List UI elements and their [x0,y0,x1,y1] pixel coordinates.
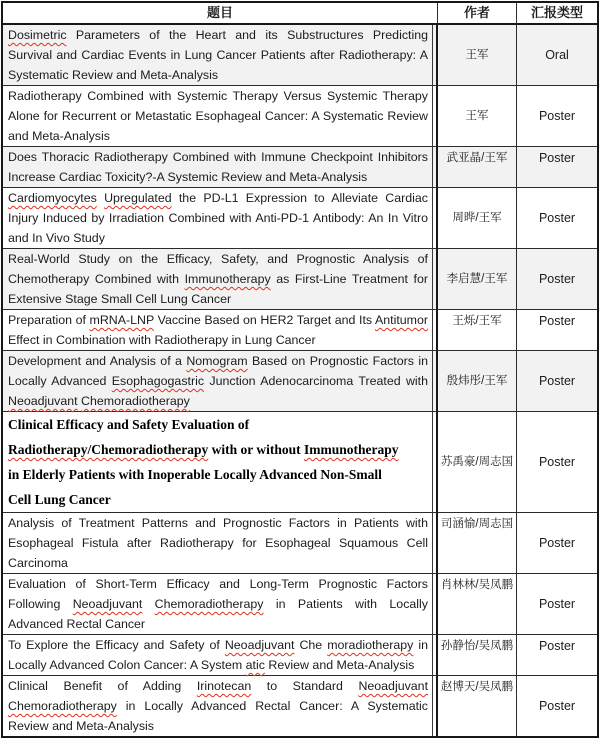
title-cell [3,249,433,310]
title-text: Clinical Benefit of Adding [8,679,197,693]
author-cell: 赵博天/吴凤鹏 [438,676,517,736]
spell-error-text: Cardiomyocytes [8,191,97,205]
title-text: Clinical Efficacy and Safety Evaluation of [8,417,250,432]
table-row [3,351,597,412]
title-cell [3,86,433,147]
spell-error-text: Immunotherapy [184,272,271,286]
header-cell-title: 题目 [3,3,438,25]
author-cell: 李启慧/王军 [438,249,517,310]
presentation-type-cell: Poster [517,513,597,574]
presentation-type-cell: Oral [517,25,597,86]
title-text: Development and Analysis of a [8,354,187,368]
title-text: Does Thoracic Radiotherapy Combined with Immune Checkpoint Inhibitors Increase Cardiac Toxicity?-A Systemic Review and Meta-Analysis [8,150,428,184]
presentation-type-cell: Poster [517,635,597,676]
title-text: to Standard [251,679,359,693]
author-cell: 孙静怡/吴凤鹏 [438,635,517,676]
spell-error-text: Antitumor [374,313,428,327]
header-row [3,3,597,25]
title-text: Review and Meta-Analysis [264,658,415,672]
spell-error-text: Neoadjuvant [72,597,143,611]
presentation-type-cell: Poster [517,574,597,635]
author-cell: 周晔/王军 [438,188,517,249]
author-cell: 殷炜彤/王军 [438,351,517,412]
title-text: in Locally Advanced Rectal Cancer: A Systematic Review and Meta-Analysis [8,699,428,733]
spell-error-text: Upregulated [104,191,172,205]
spell-error-text: Chemoradiotherapy [81,394,190,408]
table-body [3,25,597,736]
table-row [3,86,597,147]
title-text: Junction Adenocarcinoma Treated with [204,374,428,388]
table-row [3,249,597,310]
title-cell [3,513,433,574]
author-cell: 苏禹豪/周志国 [438,412,517,513]
title-text: Based on Prognostic Factors in Locally Advanced [8,354,428,388]
title-text: as First-Line Treatment for Extensive Stage Small Cell Lung Cancer [8,272,428,306]
title-text: Radiotherapy Combined with Systemic Therapy Versus Systemic Therapy Alone for Recurrent or Metastatic Esophageal Cancer: A Systematic Review and Meta-Analysis [8,89,428,143]
title-text: in Elderly Patients with Inoperable Locally Advanced Non-Small [8,467,382,482]
spell-error-text: Neoadjuvant [8,394,78,408]
spell-error-text: Neoadjuvant [224,638,295,652]
spell-error-text: Radiotherapy/Chemoradiotherapy [8,442,209,457]
table-row [3,310,597,351]
title-cell [3,188,433,249]
presentation-type-cell: Poster [517,86,597,147]
title-text: the PD-L1 Expression to Alleviate Cardiac Injury Induced by Irradiation Combined with Anti-PD-1 Antibody: An In Vitro and In Vivo Study [8,191,428,245]
spell-error-text: moradiotherapy [327,638,414,652]
table-row [3,635,597,676]
author-cell: 司涵愉/周志国 [438,513,517,574]
spell-error-text: atic [245,658,265,672]
table-row [3,25,597,86]
author-cell: 肖林林/吴凤鹏 [438,574,517,635]
title-cell [3,635,433,676]
presentation-type-cell: Poster [517,188,597,249]
title-cell [3,147,433,188]
table-row [3,412,597,513]
title-cell [3,351,433,412]
header-cell-type: 汇报类型 [517,3,597,25]
title-cell [3,25,433,86]
title-text: Effect in Combination with Radiotherapy in Lung Cancer [8,333,316,347]
author-cell: 武亚晶/王军 [438,147,517,188]
author-cell: 王军 [438,25,517,86]
table-row [3,513,597,574]
title-cell [3,574,433,635]
document-page [0,1,600,731]
title-text: Vaccine Based on HER2 Target and Its [154,313,375,327]
presentation-type-cell: Poster [517,310,597,351]
title-text [142,597,154,611]
author-cell: 王军 [438,86,517,147]
title-text: Preparation of [8,313,90,327]
title-cell [3,412,433,513]
table-header [3,3,597,25]
header-cell-author: 作者 [438,3,517,25]
author-cell: 王烁/王军 [438,310,517,351]
spell-error-text: Chemoradiotherapy [8,699,117,713]
spell-error-text: Nomogram [186,354,248,368]
title-text: Analysis of Treatment Patterns and Prognostic Factors in Patients with Esophageal Fistula after Radiotherapy for Esophageal Squamous Cell Carcinoma [8,516,428,570]
title-text: Che [294,638,328,652]
title-cell [3,310,433,351]
table-row [3,676,597,736]
spell-error-text: Chemoradiotherapy [154,597,264,611]
title-text: To Explore the Efficacy and Safety of [8,638,225,652]
title-text: Evaluation of Short-Term Efficacy and Long-Term Prognostic Factors Following [8,577,428,611]
presentation-type-cell: Poster [517,147,597,188]
title-text: Cell Lung Cancer [8,492,111,507]
spell-error-text: Irinotecan [196,679,252,693]
title-cell [3,676,433,736]
spell-error-text: Esophagogastric [111,374,205,388]
title-text [97,191,104,205]
presentation-type-cell: Poster [517,249,597,310]
title-text: Parameters of the Heart and its Substructures Predicting Survival and Cardiac Events in Lung Cancer Patients after Radiotherapy: A Systematic Review and Meta-Analysis [8,28,428,82]
presentation-type-cell: Poster [517,351,597,412]
presentation-type-cell: Poster [517,676,597,736]
spell-error-text: mRNA-LNP [89,313,155,327]
title-text: in Patients with Locally Advanced Rectal Cancer [8,597,428,631]
presentation-type-cell: Poster [517,412,597,513]
table-row [3,147,597,188]
table-row [3,574,597,635]
table-row [3,188,597,249]
title-text: with or without [208,442,305,457]
spell-error-text: Neoadjuvant [358,679,429,693]
spell-error-text: Dosimetric [8,28,67,42]
submissions-table [1,1,599,738]
title-text: in Locally Advanced Colon Cancer: A System [8,638,428,672]
spell-error-text: Immunotherapy [304,442,399,457]
title-text: Real-World Study on the Efficacy, Safety, and Prognostic Analysis of Chemotherapy Combined with [8,252,428,286]
